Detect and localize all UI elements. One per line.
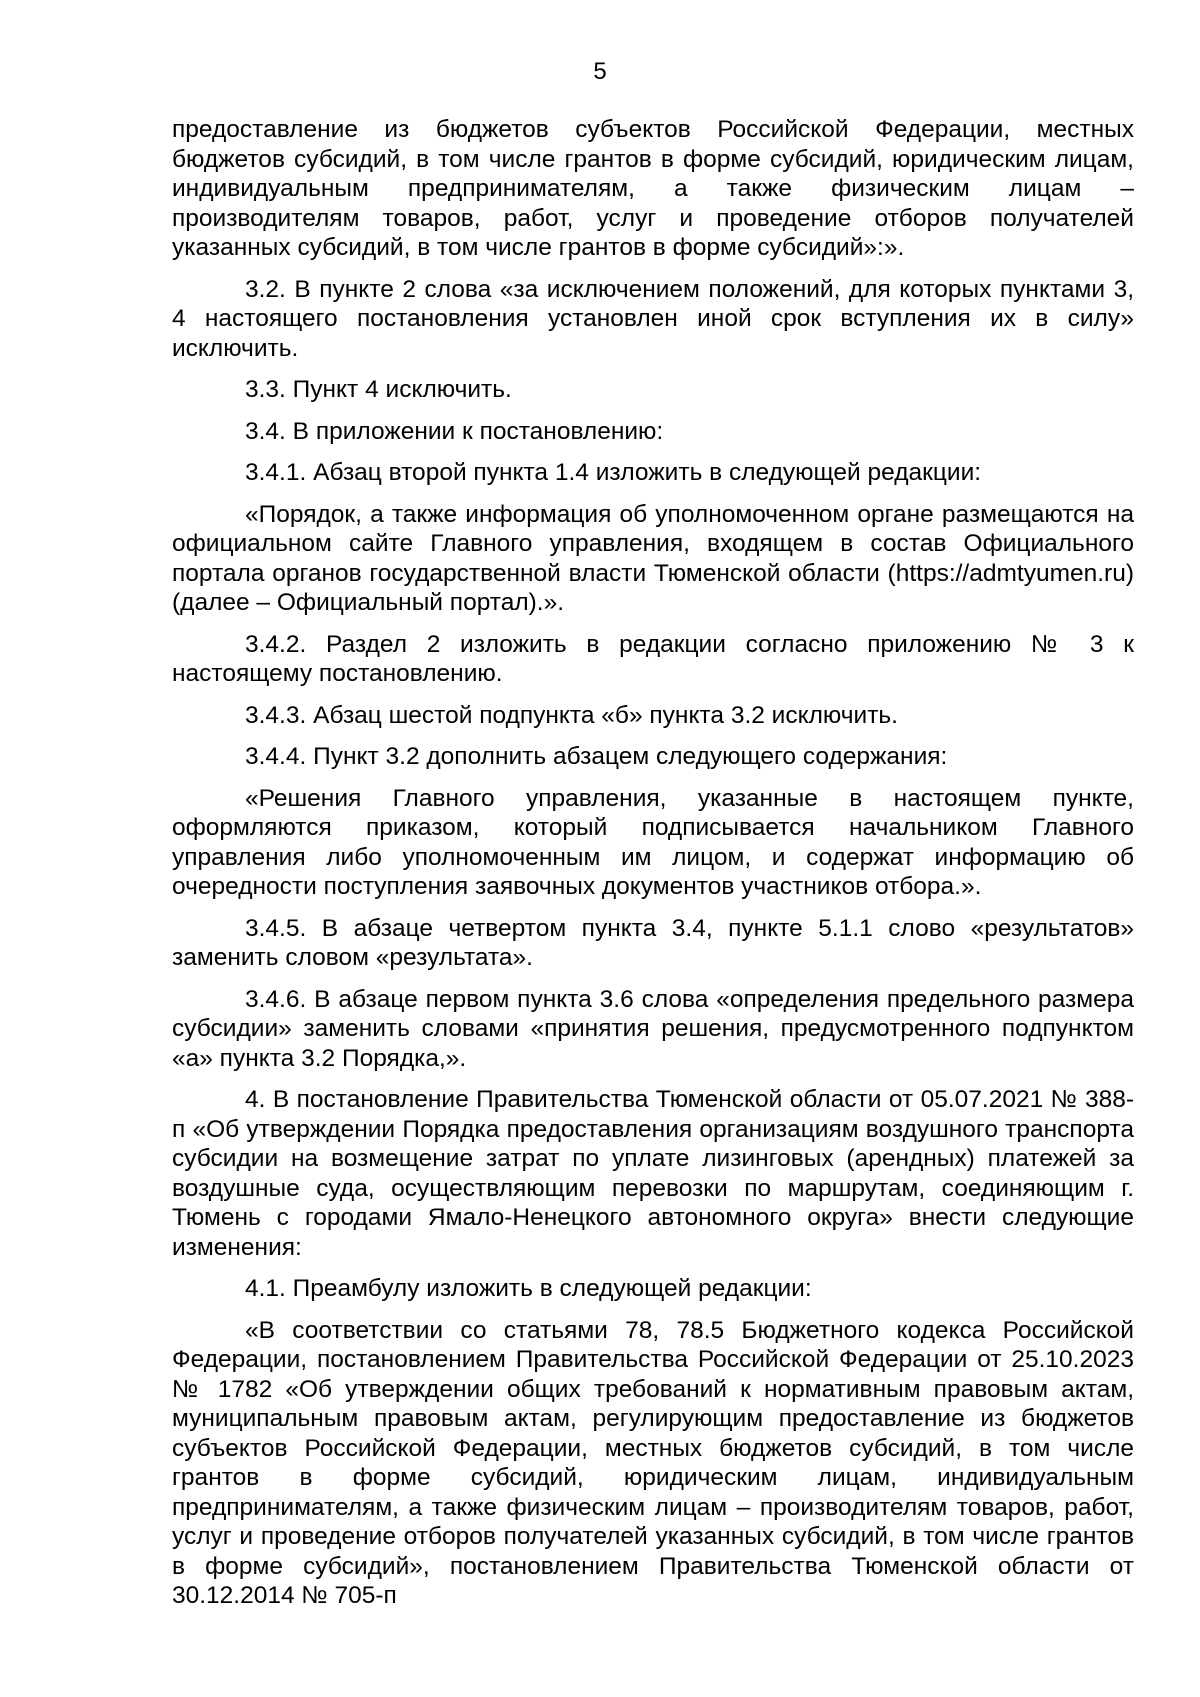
paragraph-4-1: 4.1. Преамбулу изложить в следующей редакции: [245,1275,812,1302]
paragraph-continuation: предоставление из бюджетов субъектов Российской Федерации, местных бюджетов субсидий, в том числе грантов в форме субсидий, юридическим лицам, индивидуальным предпринимателям, а также физическим лицам – производителям товаров, работ, услуг и проведение отборов получателей указанных субсидий, в том числе грантов в форме субсидий»:». [172,116,1134,261]
paragraph-quote-decisions: «Решения Главного управления, указанные в настоящем пункте, оформляются приказом, который подписывается начальником Главного управления либо уполномоченным им лицом, и содержат информацию об очередности поступления заявочных документов участников отбора.». [172,784,1134,900]
paragraph-3-4-3: 3.4.3. Абзац шестой подпункта «б» пункта 3.2 исключить. [245,701,898,729]
document-body [172,115,1134,1623]
paragraph-3-2: 3.2. В пункте 2 слова «за исключением положений, для которых пунктами 3, 4 настоящего постановления установлен иной срок вступления их в силу» исключить. [172,275,1134,362]
paragraph-quote-preamble: «В соответствии со статьями 78, 78.5 Бюджетного кодекса Российской Федерации, постановлением Правительства Российской Федерации от 25.10.2023 № 1782 «Об утверждении общих требований к нормативным правовым актам, муниципальным правовым актам, регулирующим предоставление из бюджетов субъектов Российской Федерации, местных бюджетов субсидий, в том числе грантов в форме субсидий, юридическим лицам, индивидуальным предпринимателям, а также физическим лицам – производителям товаров, работ, услуг и проведение отборов получателей указанных субсидий, в том числе грантов в форме субсидий», постановлением Правительства Тюменской области от 30.12.2014 № 705-п [172,1316,1134,1609]
paragraph-quote-procedure: «Порядок, а также информация об уполномоченном органе размещаются на официальном сайте Главного управления, входящем в состав Официального портала органов государственной власти Тюменской области (https://admtyumen.ru) (далее – Официальный портал).». [172,500,1134,616]
paragraph-3-4-4: 3.4.4. Пункт 3.2 дополнить абзацем следующего содержания: [245,743,948,770]
paragraph-3-4-5: 3.4.5. В абзаце четвертом пункта 3.4, пункте 5.1.1 слово «результатов» заменить словом «результата». [172,914,1134,971]
paragraph-4: 4. В постановление Правительства Тюменской области от 05.07.2021 № 388-п «Об утверждении Порядка предоставления организациям воздушного транспорта субсидии на возмещение затрат по уплате лизинговых (арендных) платежей за воздушные суда, осуществляющим перевозки по маршрутам, соединяющим г. Тюмень с городами Ямало-Ненецкого автономного округа» внести следующие изменения: [172,1086,1134,1261]
paragraph-3-3: 3.3. Пункт 4 исключить. [245,376,512,403]
paragraph-3-4: 3.4. В приложении к постановлению: [245,417,664,445]
page-number: 5 [593,58,607,85]
paragraph-3-4-6: 3.4.6. В абзаце первом пункта 3.6 слова «определения предельного размера субсидии» заменить словами «принятия решения, предусмотренного подпунктом «а» пункта 3.2 Порядка,». [172,985,1134,1072]
paragraph-3-4-2: 3.4.2. Раздел 2 изложить в редакции согласно приложению № 3 к настоящему постановлению. [172,630,1134,687]
paragraph-3-4-1: 3.4.1. Абзац второй пункта 1.4 изложить в следующей редакции: [245,459,982,486]
